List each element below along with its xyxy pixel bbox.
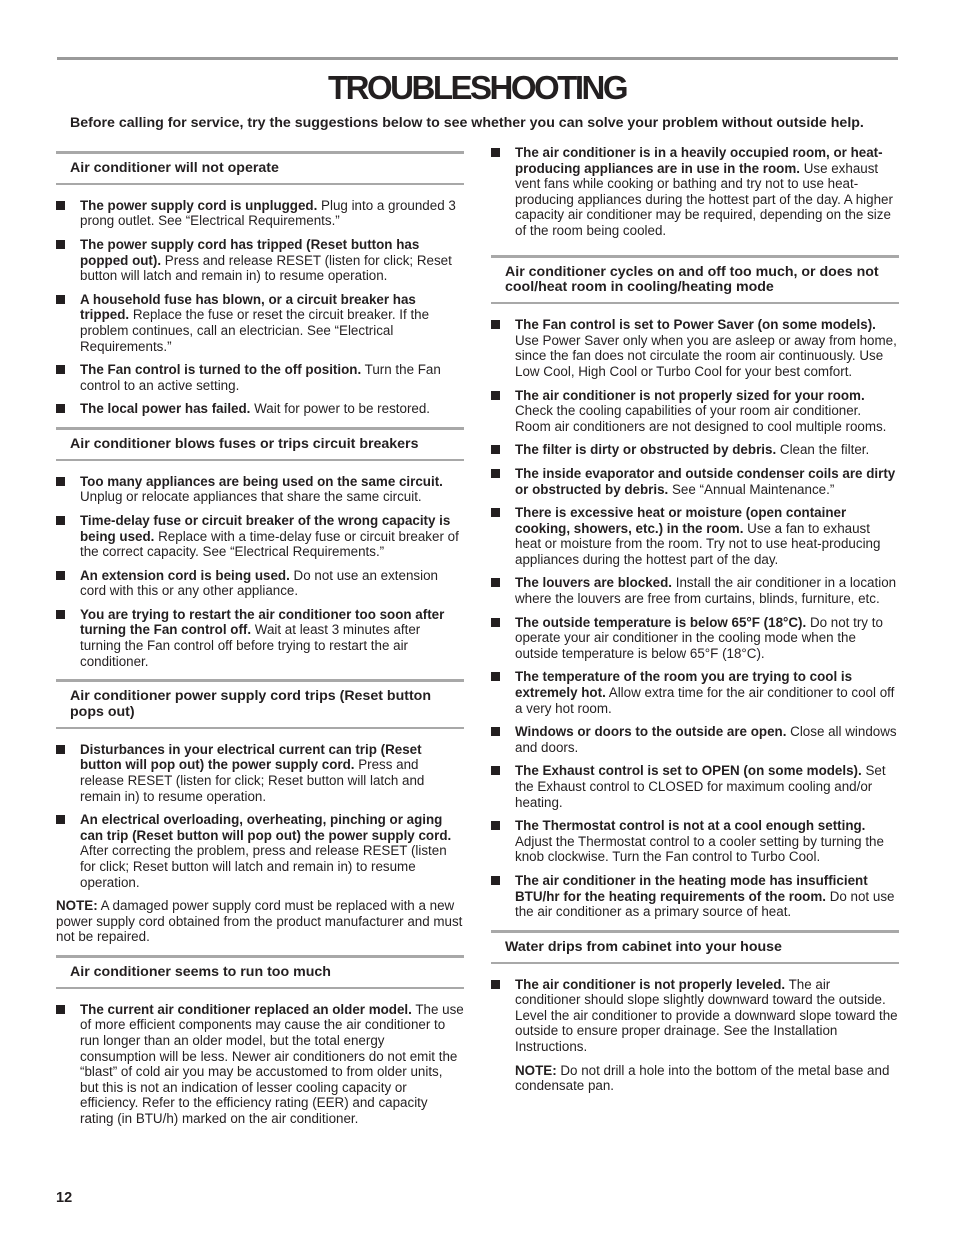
bullet-icon bbox=[491, 578, 500, 587]
bullet-icon bbox=[56, 571, 65, 580]
list-item: An extension cord is being used. Do not use an extension cord with this or any other appliance. bbox=[56, 568, 464, 599]
list-item: You are trying to restart the air conditioner too soon after turning the Fan control off. Wait at least 3 minutes after turning the Fan control off before trying to restart the air conditioner. bbox=[56, 607, 464, 669]
list-item: The air conditioner is not properly sized for your room. Check the cooling capabilities of your room air conditioner. Room air conditioners are not designed to cool multiple rooms. bbox=[491, 388, 899, 435]
list-item: The outside temperature is below 65°F (18°C). Do not try to operate your air conditioner in the cooling mode when the outside temperature is below 65°F (18°C). bbox=[491, 615, 899, 662]
list-item: The Fan control is set to Power Saver (on some models). Use Power Saver only when you are asleep or away from home, since the fan does not circulate the room air continuously. Use Low Cool, High Cool or Turbo Cool for your best comfort. bbox=[491, 317, 899, 379]
section-heading: Air conditioner cycles on and off too much, or does not cool/heat room in cooling/heating mode bbox=[491, 255, 899, 305]
list-item: The Exhaust control is set to OPEN (on some models). Set the Exhaust control to CLOSED for maximum cooling and/or heating. bbox=[491, 763, 899, 810]
bullet-icon bbox=[491, 508, 500, 517]
bullet-icon bbox=[491, 320, 500, 329]
bullet-icon bbox=[491, 391, 500, 400]
bullet-icon bbox=[491, 876, 500, 885]
section-runs-too-much bbox=[56, 955, 464, 1127]
bullet-icon bbox=[491, 469, 500, 478]
bullet-icon bbox=[56, 516, 65, 525]
top-divider bbox=[57, 57, 898, 60]
right-column bbox=[491, 145, 899, 1102]
left-column bbox=[56, 151, 464, 1135]
section-heading: Air conditioner will not operate bbox=[56, 151, 464, 185]
section-will-not-operate bbox=[56, 151, 464, 417]
list-item: Windows or doors to the outside are open. Close all windows and doors. bbox=[491, 724, 899, 755]
list-item: The power supply cord has tripped (Reset button has popped out). Press and release RESET (listen for click; Reset button will latch and remain in) to resume operation. bbox=[56, 237, 464, 284]
list-item: A household fuse has blown, or a circuit breaker has tripped. Replace the fuse or reset the circuit breaker. If the problem continues, call an electrician. See “Electrical Requirements.” bbox=[56, 292, 464, 354]
list-item: The inside evaporator and outside condenser coils are dirty or obstructed by debris. See “Annual Maintenance.” bbox=[491, 466, 899, 497]
bullet-icon bbox=[56, 295, 65, 304]
section-cord-trips bbox=[56, 679, 464, 945]
list-item: The filter is dirty or obstructed by debris. Clean the filter. bbox=[491, 442, 899, 458]
list-item: The air conditioner is in a heavily occupied room, or heat-producing appliances are in use in the room. Use exhaust vent fans while cooking or bathing and try not to use heat-producing appliances during the hottest part of the day. A higher capacity air conditioner may be required, depending on the size of the room being cooled. bbox=[491, 145, 899, 239]
bullet-icon bbox=[491, 618, 500, 627]
note-paragraph: NOTE: Do not drill a hole into the bottom of the metal base and condensate pan. bbox=[515, 1062, 890, 1094]
bullet-icon bbox=[56, 240, 65, 249]
section-heading: Air conditioner blows fuses or trips circuit breakers bbox=[56, 427, 464, 461]
list-item: The current air conditioner replaced an older model. The use of more efficient components may cause the air conditioner to run longer than an older model, but the total energy consumption will be less. Newer air conditioners do not emit the “blast” of cold air you may be accustomed to from older units, but this is not an indication of lesser cooling capacity or efficiency. Refer to the efficiency rating (EER) and capacity rating (in BTU/h) marked on the air conditioner. bbox=[56, 1002, 464, 1127]
bullet-icon bbox=[56, 610, 65, 619]
bullet-icon bbox=[56, 815, 65, 824]
bullet-icon bbox=[491, 766, 500, 775]
intro-text: Before calling for service, try the suggestions below to see whether you can solve your problem without outside help. bbox=[70, 115, 864, 131]
section-blows-fuses bbox=[56, 427, 464, 669]
bullet-icon bbox=[491, 148, 500, 157]
page-number: 12 bbox=[56, 1190, 73, 1206]
list-item: An electrical overloading, overheating, pinching or aging can trip (Reset button will pop out) the power supply cord. After correcting the problem, press and release RESET (listen for click; Reset button will latch and remain in) to resume operation. bbox=[56, 812, 464, 890]
list-item: The air conditioner in the heating mode has insufficient BTU/hr for the heating requirements of the room. Do not use the air conditioner as a primary source of heat. bbox=[491, 873, 899, 920]
list-item: The power supply cord is unplugged. Plug into a grounded 3 prong outlet. See “Electrical Requirements.” bbox=[56, 198, 464, 229]
section-heading: Water drips from cabinet into your house bbox=[491, 930, 899, 964]
page-title: TROUBLESHOOTING bbox=[328, 69, 626, 106]
bullet-icon bbox=[56, 201, 65, 210]
section-heading: Air conditioner seems to run too much bbox=[56, 955, 464, 989]
list-item: The Thermostat control is not at a cool enough setting. Adjust the Thermostat control to a cooler setting by turning the knob clockwise. Turn the Fan control to Turbo Cool. bbox=[491, 818, 899, 865]
bullet-icon bbox=[56, 477, 65, 486]
bullet-icon bbox=[491, 727, 500, 736]
bullet-icon bbox=[56, 745, 65, 754]
list-item: The louvers are blocked. Install the air conditioner in a location where the louvers are free from curtains, blinds, furniture, etc. bbox=[491, 575, 899, 606]
bullet-icon bbox=[491, 445, 500, 454]
list-item: Disturbances in your electrical current can trip (Reset button will pop out) the power supply cord. Press and release RESET (listen for click; Reset button will latch and remain in) to resume operation. bbox=[56, 742, 464, 804]
list-item: Time-delay fuse or circuit breaker of the wrong capacity is being used. Replace with a time-delay fuse or circuit breaker of the correct capacity. See “Electrical Requirements.” bbox=[56, 513, 464, 560]
section-water-drips bbox=[491, 930, 899, 1094]
list-item: The air conditioner is not properly leveled. The air conditioner should slope slightly downward toward the outside. Level the air conditioner to provide a downward slope toward the outside to ensure proper drainage. See the Installation Instructions. bbox=[491, 977, 899, 1055]
list-item: The local power has failed. Wait for power to be restored. bbox=[56, 401, 464, 417]
bullet-icon bbox=[56, 365, 65, 374]
note-paragraph: NOTE: A damaged power supply cord must be replaced with a new power supply cord obtained from the product manufacturer and must not be repaired. bbox=[56, 898, 463, 945]
list-item: The temperature of the room you are trying to cool is extremely hot. Allow extra time for the air conditioner to cool off a very hot room. bbox=[491, 669, 899, 716]
bullet-icon bbox=[56, 404, 65, 413]
list-item: The Fan control is turned to the off position. Turn the Fan control to an active setting. bbox=[56, 362, 464, 393]
bullet-icon bbox=[491, 980, 500, 989]
section-cycles-on-off bbox=[491, 255, 899, 920]
list-item: Too many appliances are being used on the same circuit. Unplug or relocate appliances that share the same circuit. bbox=[56, 474, 464, 505]
bullet-icon bbox=[56, 1005, 65, 1014]
bullet-icon bbox=[491, 672, 500, 681]
section-heading: Air conditioner power supply cord trips (Reset button pops out) bbox=[56, 679, 464, 729]
bullet-icon bbox=[491, 821, 500, 830]
list-item: There is excessive heat or moisture (open container cooking, showers, etc.) in the room. Use a fan to exhaust heat or moisture from the room. Try not to use heat-producing appliances during the hottest part of the day. bbox=[491, 505, 899, 567]
